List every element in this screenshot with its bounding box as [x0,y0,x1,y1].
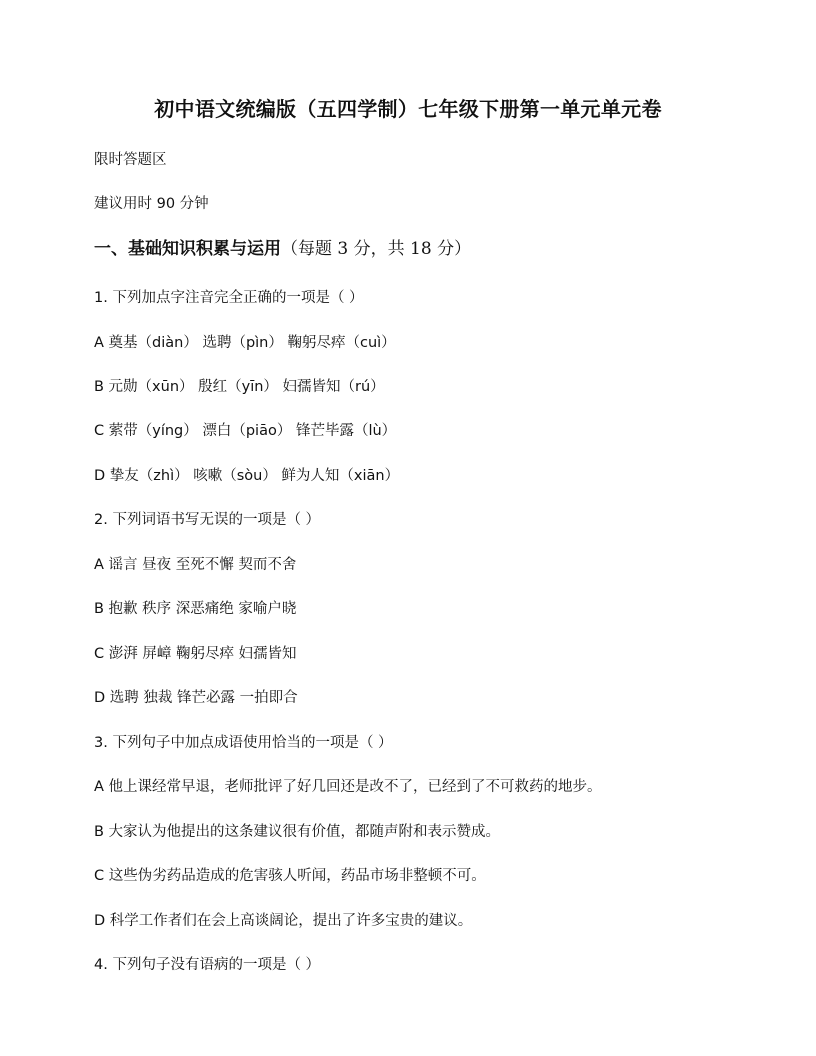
question-option: D 科学工作者们在会上高谈阔论，提出了许多宝贵的建议。 [94,913,473,929]
question-option: C 萦带（yíng） 漂白（piāo） 锋芒毕露（lù） [94,423,397,439]
question-option: A 他上课经常早退，老师批评了好几回还是改不了，已经到了不可救药的地步。 [94,779,602,795]
section-title: 一、基础知识积累与运用 [94,239,281,259]
question-option: A 奠基（diàn） 选聘（pìn） 鞠躬尽瘁（cuì） [94,335,396,351]
question-option: C 澎湃 屏嶂 鞠躬尽瘁 妇孺皆知 [94,646,297,662]
section-score: （每题 3 分，共 18 分） [281,239,472,259]
question-option: B 抱歉 秩序 深恶痛绝 家喻户晓 [94,601,297,617]
question-stem: 2. 下列词语书写无误的一项是（ ） [94,512,321,528]
question-stem: 1. 下列加点字注音完全正确的一项是（ ） [94,290,364,306]
question-option: C 这些伪劣药品造成的危害骇人听闻，药品市场非整顿不可。 [94,868,486,884]
suggested-time: 建议用时 90 分钟 [94,196,209,212]
question-option: D 选聘 独裁 锋芒必露 一拍即合 [94,690,298,706]
question-option: A 谣言 昼夜 至死不懈 契而不舍 [94,557,297,573]
question-option: D 挚友（zhì） 咳嗽（sòu） 鲜为人知（xiān） [94,468,400,484]
answer-area-label: 限时答题区 [94,152,167,168]
question-stem: 4. 下列句子没有语病的一项是（ ） [94,957,321,973]
question-option: B 元勋（xūn） 殷红（yīn） 妇孺皆知（rú） [94,379,385,395]
question-option: B 大家认为他提出的这条建议很有价值，都随声附和表示赞成。 [94,824,501,840]
document-title: 初中语文统编版（五四学制）七年级下册第一单元单元卷 [154,97,662,121]
question-stem: 3. 下列句子中加点成语使用恰当的一项是（ ） [94,735,393,751]
section-heading [94,236,471,262]
